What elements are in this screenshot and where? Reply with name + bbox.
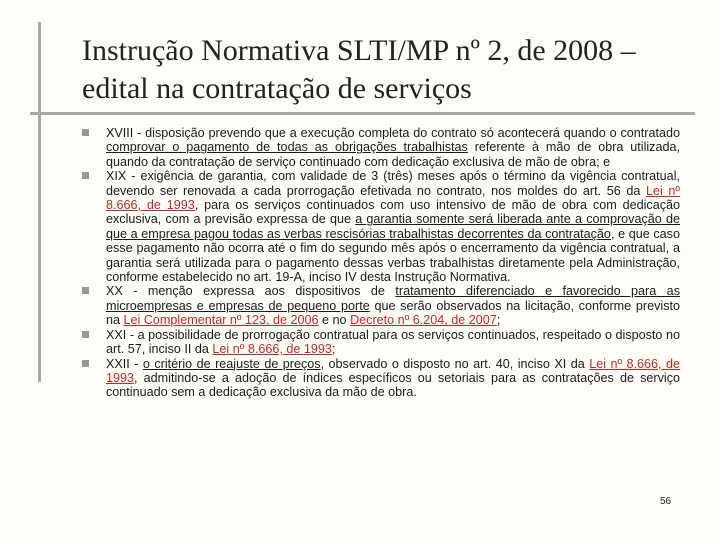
law-link[interactable]: Lei nº 8.666, de 1993 — [212, 342, 332, 357]
item-text: , e que caso esse pagamento não ocorra até o fim do segundo mês após o encerramento da vigência contratual, a garantia será utilizada para o pagamento dessas verbas trabalhistas diretamente pela Administração, conforme estabelecido no art. 19-A, inciso IV desta Instrução Normativa. — [106, 226, 680, 285]
item-link[interactable]: a garantia somente será liberada ante a comprovação de que a empresa pagou todas as verbas rescisórias trabalhistas decorrentes da contratação — [106, 212, 680, 241]
item-text: referente à mão de obra utilizada, quando da contratação de serviço continuado com dedicação exclusiva de mão de obra; e — [106, 140, 680, 169]
square-bullet-icon — [82, 331, 89, 338]
vertical-rule — [38, 22, 41, 382]
square-bullet-icon — [82, 287, 89, 294]
square-bullet-icon — [82, 360, 89, 367]
item-link[interactable]: o critério de reajuste de preços — [142, 356, 321, 371]
item-text: XXII - — [106, 356, 143, 371]
bullet-list — [82, 126, 680, 400]
law-link[interactable]: Lei Complementar nº 123, de 2006 — [123, 313, 319, 328]
item-link[interactable]: tratamento diferenciado e favorecido para as microempresas e empresas de pequeno porte — [106, 284, 680, 313]
item-text: ; — [331, 342, 336, 357]
horizontal-rule — [30, 112, 695, 115]
item-text: , para os serviços continuados com uso intensivo de mão de obra com dedicação exclusiva, com a previsão expressa de que — [106, 198, 680, 227]
item-link[interactable]: comprovar o pagamento de todas as obrigações trabalhistas — [106, 140, 468, 155]
square-bullet-icon — [82, 172, 89, 179]
slide-title: Instrução Normativa SLTI/MP nº 2, de 2008 – edital na contratação de serviços — [82, 34, 636, 105]
list-item-xxi — [82, 328, 680, 357]
list-item-xix — [82, 169, 680, 284]
item-text: XIX - exigência de garantia, com validade de 3 (três) meses após o término da vigência contratual, devendo ser renovada a cada prorrogação efetivada no contrato, nos moldes do art. 56 da — [106, 169, 680, 198]
item-text: XXI - a possibilidade de prorrogação contratual para os serviços continuados, respeitado o disposto no art. 57, inciso II da — [106, 327, 680, 357]
page-number: 56 — [660, 496, 672, 507]
item-text: XVIII - disposição prevendo que a execução completa do contrato só acontecerá quando o contratado — [106, 126, 680, 140]
item-text: , observado o disposto no art. 40, inciso XI da — [320, 356, 590, 371]
list-item-xxii — [82, 357, 680, 400]
item-text: XX - menção expressa aos dispositivos de — [106, 284, 396, 299]
law-link[interactable]: Lei nº 8.666, de 1993 — [106, 183, 680, 213]
square-bullet-icon — [82, 129, 89, 136]
list-item-xviii — [82, 126, 680, 169]
item-text: que serão observados na licitação, conforme previsto na — [106, 298, 680, 328]
item-text: e no — [318, 313, 351, 328]
law-link[interactable]: Lei nº 8.666, de 1993 — [106, 356, 680, 385]
item-text: ; — [496, 313, 501, 328]
item-text: , admitindo-se a adoção de índices específicos ou setoriais para as contratações de serviço continuado sem a dedicação exclusiva da mão de obra. — [106, 370, 680, 400]
decree-link[interactable]: Decreto nº 6.204, de 2007 — [350, 313, 497, 328]
list-item-xx — [82, 284, 680, 327]
